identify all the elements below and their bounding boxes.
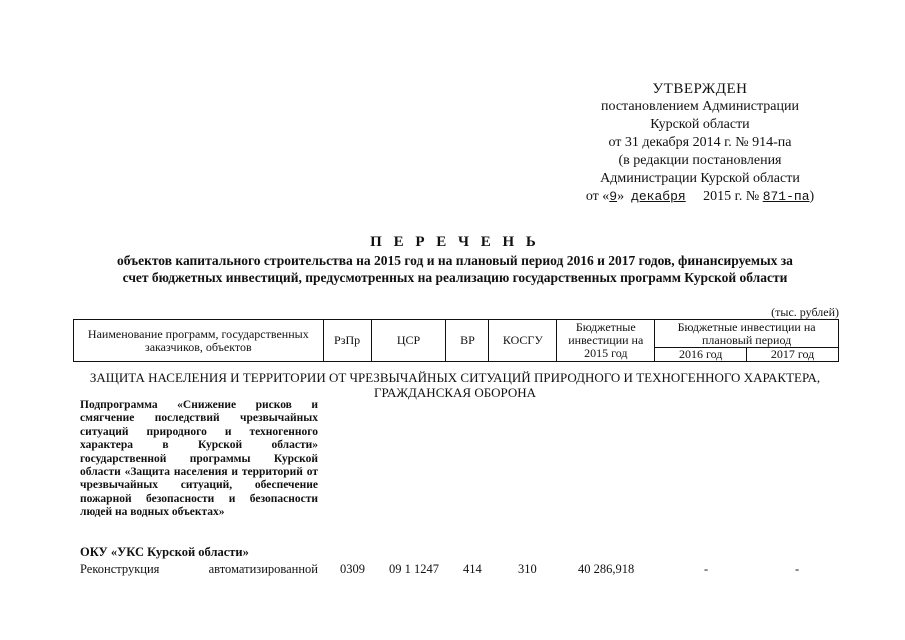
amendment-day: 9: [609, 189, 618, 204]
approval-line: Администрации Курской области: [600, 171, 800, 186]
approval-stamp: [560, 80, 840, 206]
col-2017-header: 2017 год: [747, 348, 839, 362]
subprogram-title: Подпрограмма «Снижение рисков и смягчение последствий чрезвычайных ситуаций природного и техногенного характера в Курской области» государственной программы Курской области «Защита населения и территорий от чрезвычайных ситуаций, обеспечение пожарной безопасности и безопасности людей на водных объектах»: [80, 399, 318, 519]
customer-name: ОКУ «УКС Курской области»: [80, 545, 249, 559]
amendment-date-line: [560, 188, 840, 206]
col-csr-header: ЦСР: [371, 320, 446, 362]
row-amount-2017: -: [795, 562, 800, 576]
units-label: (тыс. рублей): [771, 305, 839, 319]
date-prefix: от «: [585, 189, 610, 204]
date-mid: »: [617, 189, 625, 204]
row-amount-2015: 40 286,918: [578, 562, 635, 576]
col-rzpr-header: РзПр: [323, 320, 371, 362]
col-name-header: Наименование программ, государственных заказчиков, объектов: [74, 320, 324, 362]
approval-line: от 31 декабря 2014 г. № 914-па: [608, 135, 792, 150]
section-title: ЗАЩИТА НАСЕЛЕНИЯ И ТЕРРИТОРИИ ОТ ЧРЕЗВЫЧАЙНЫХ СИТУАЦИЙ ПРИРОДНОГО И ТЕХНОГЕННОГО ХАРАКТЕРА, ГРАЖДАНСКАЯ ОБОРОНА: [89, 370, 821, 400]
row-vr: 414: [463, 562, 482, 576]
col-budget-plan-header: Бюджетные инвестиции на плановый период: [655, 320, 839, 348]
approval-line: (в редакции постановления: [618, 153, 782, 168]
amendment-year: 2015 г. №: [703, 189, 760, 204]
document-title: П Е Р Е Ч Е Н Ь: [370, 234, 540, 250]
row-kosgu: 310: [518, 562, 537, 576]
amendment-month: декабря: [631, 189, 686, 204]
approval-title: УТВЕРЖДЕН: [652, 81, 748, 97]
amendment-number: 871-па: [762, 189, 810, 204]
approval-line: постановлением Администрации: [601, 99, 799, 114]
approval-line: Курской области: [650, 117, 750, 132]
row-rzpr: 0309: [340, 562, 365, 576]
document-subtitle: [60, 252, 850, 286]
date-suffix: ): [809, 189, 815, 204]
col-kosgu-header: КОСГУ: [489, 320, 557, 362]
row-csr: 09 1 1247: [389, 562, 439, 576]
row-name-text: Реконструкция автоматизированной: [80, 562, 318, 576]
subtitle-line-1: объектов капитального строительства на 2015 год и на плановый период 2016 и 2017 годов, финансируемых за: [117, 253, 793, 268]
col-vr-header: ВР: [446, 320, 489, 362]
subtitle-line-2: счет бюджетных инвестиций, предусмотренных на реализацию государственных программ Курской области: [122, 270, 788, 285]
row-amount-2016: -: [704, 562, 709, 576]
row-object-name: [80, 562, 318, 577]
table-header: [73, 319, 839, 362]
col-budget-2015-header: Бюджетные инвестиции на 2015 год: [557, 320, 655, 362]
col-2016-header: 2016 год: [655, 348, 747, 362]
